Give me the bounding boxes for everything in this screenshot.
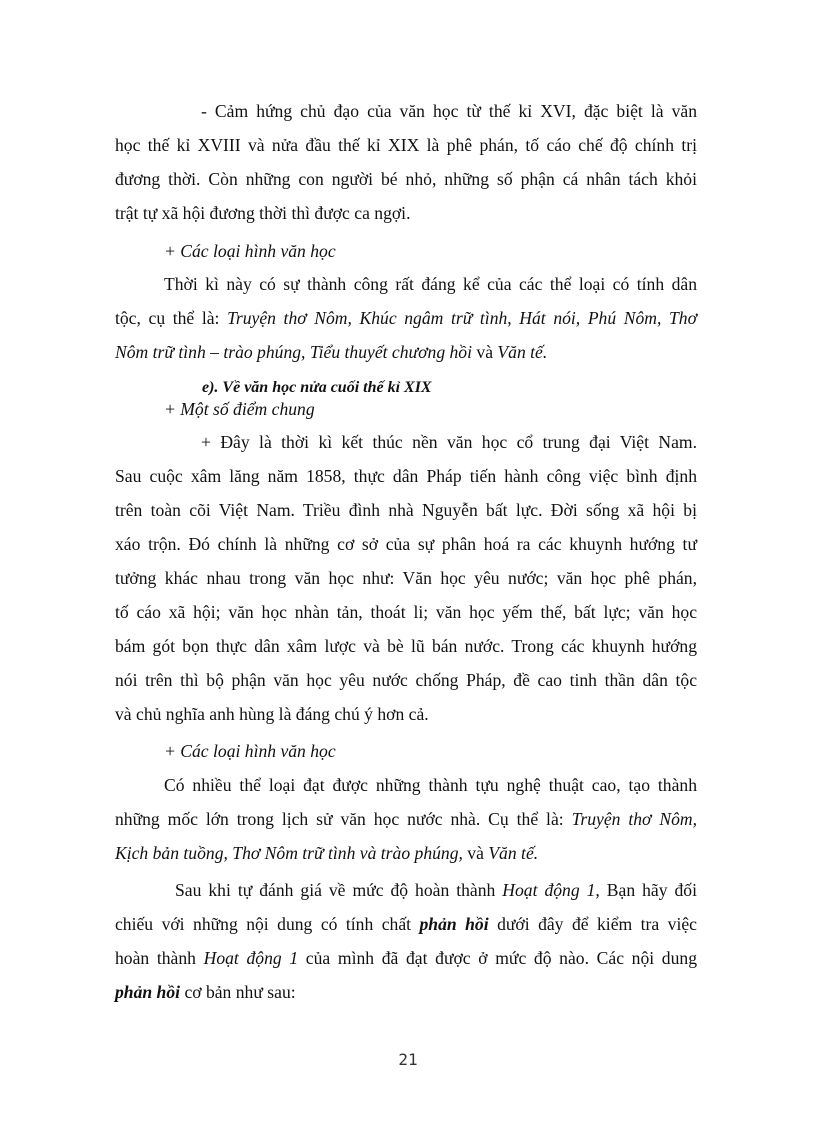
paragraph-line [115,947,697,969]
italic-span: Văn tế. [497,342,548,362]
paragraph-line [115,981,697,1003]
paragraph-line: Thời kì này có sự thành công rất đáng kể của các thể loại có tính dân [164,274,697,294]
italic-span: Hoạt động 1, [502,880,600,900]
paragraph-line: + Đây là thời kì kết thúc nền văn học cổ trung đại Việt Nam. [201,432,697,452]
italic-span: Hoạt động 1 [203,948,299,968]
text-span: Sau khi tự đánh giá về mức độ hoàn thành [175,880,503,900]
paragraph-line: Sau cuộc xâm lăng năm 1858, thực dân Pháp tiến hành công việc bình định [115,466,697,486]
text-span: hoàn thành [115,948,204,968]
text-span: cơ bản như sau: [180,982,296,1002]
italic-span: Văn tế. [488,843,539,863]
section-subheading: + Các loại hình văn học [164,241,336,261]
page-number: 21 [398,1050,418,1069]
paragraph-line [115,307,697,329]
paragraph-line: Có nhiều thể loại đạt được những thành tựu nghệ thuật cao, tạo thành [164,775,697,795]
paragraph-line [115,808,697,830]
paragraph-line: nói trên thì bộ phận văn học yêu nước chống Pháp, đề cao tinh thần dân tộc [115,670,697,690]
section-heading: e). Về văn học nửa cuối thế kỉ XIX [202,379,432,396]
paragraph-line: và chủ nghĩa anh hùng là đáng chú ý hơn cả. [115,704,429,724]
text-span: và [472,342,498,362]
paragraph-line: đương thời. Còn những con người bé nhỏ, những số phận cá nhân tách khỏi [115,169,697,189]
italic-span: Truyện thơ Nôm, [571,809,697,829]
paragraph-line [175,879,697,901]
section-subheading: + Các loại hình văn học [164,741,336,761]
text-span: chiếu với những nội dung có tính chất [115,914,420,934]
paragraph-line: trật tự xã hội đương thời thì được ca ngợi. [115,203,411,223]
paragraph-line: tố cáo xã hội; văn học nhàn tản, thoát li; văn học yếm thế, bất lực; văn học [115,602,697,622]
paragraph-line: bám gót bọn thực dân xâm lược và bè lũ bán nước. Trong các khuynh hướng [115,636,697,656]
paragraph-line: học thế kỉ XVIII và nửa đầu thế kỉ XIX là phê phán, tố cáo chế độ chính trị [115,135,697,155]
section-subheading: + Một số điểm chung [164,399,315,419]
paragraph-line [115,913,697,935]
paragraph-line: - Cảm hứng chủ đạo của văn học từ thế kỉ XVI, đặc biệt là văn [201,101,697,121]
text-span: tộc, cụ thể là: [115,308,228,328]
paragraph-line: xáo trộn. Đó chính là những cơ sở của sự phân hoá ra các khuynh hướng tư [115,534,697,554]
text-span: dưới đây để kiểm tra việc [488,914,697,934]
text-span: của mình đã đạt được ở mức độ nào. Các nội dung [298,948,697,968]
italic-span: Kịch bản tuồng, Thơ Nôm trữ tình và trào phúng, [115,843,463,863]
italic-span: Truyện thơ Nôm, Khúc ngâm trữ tình, Hát nói, Phú Nôm, Thơ [227,308,697,328]
bold-italic-span: phản hồi [419,914,489,934]
bold-italic-span: phản hồi [115,982,181,1002]
paragraph-line [115,842,697,864]
text-span: Bạn hãy đối [599,880,697,900]
text-span: những mốc lớn trong lịch sử văn học nước nhà. Cụ thể là: [115,809,572,829]
text-span: và [462,843,489,863]
italic-span: Nôm trữ tình – trào phúng, Tiểu thuyết chương hồi [115,342,472,362]
paragraph-line [115,341,697,363]
paragraph-line: trên toàn cõi Việt Nam. Triều đình nhà Nguyễn bất lực. Đời sống xã hội bị [115,500,697,520]
paragraph-line: tưởng khác nhau trong văn học như: Văn học yêu nước; văn học phê phán, [115,568,697,588]
